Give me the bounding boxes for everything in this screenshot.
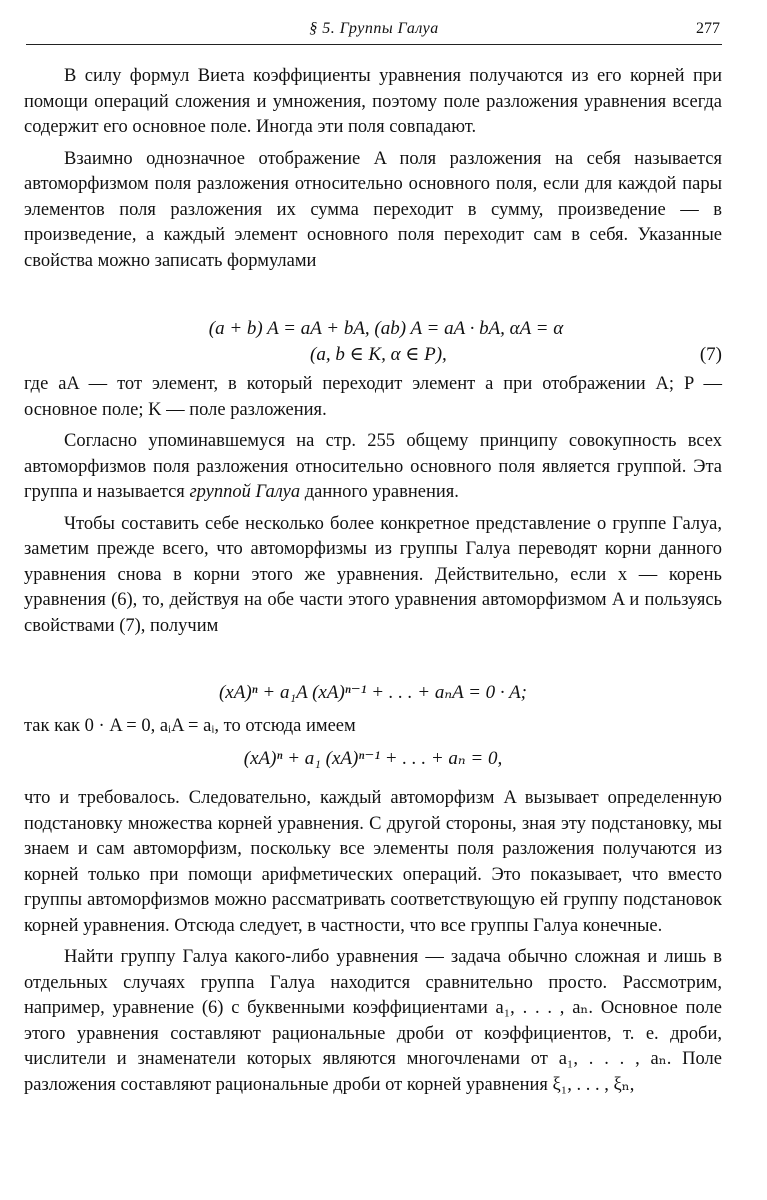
formula-7-line-2-row: [24, 342, 722, 368]
page-number: 277: [696, 20, 720, 37]
galois-group-term: группой Галуа: [189, 482, 301, 502]
equation-number-7: (7): [699, 343, 722, 365]
paragraph-roots-mapping: Чтобы составить себе несколько более конкретное представление о группе Галуа, заметим прежде всего, что автоморфизмы из группы Галуа переводят корни данного уравнения снова в корни этого же уравнения. Действительно, если x — корень уравнения (6), то, действуя на обе части этого уравнения автоморфизмом A и пользуясь свойствами (7), получим: [24, 513, 722, 636]
formula-7-line-1: (a + b) A = aA + bA, (ab) A = aA · bA, αA = α: [208, 318, 564, 339]
galois-text-2: данного уравнения.: [300, 482, 459, 502]
paragraph-since: так как 0 · A = 0, aᵢA = aᵢ, то отсюда имеем: [24, 716, 356, 736]
paragraph-galois-group: [24, 429, 722, 506]
formula-a: (xA)ⁿ + a₁A (xA)ⁿ⁻¹ + . . . + aₙA = 0 · A;: [218, 682, 528, 703]
text-block-1: [24, 64, 722, 280]
formula-7-block: [24, 316, 722, 368]
paragraph-notation: где aA — тот элемент, в который переходит элемент a при отображении A; P — основное поле; K — поле разложения.: [24, 374, 722, 420]
paragraph-substitution: что и требовалось. Следовательно, каждый автоморфизм A вызывает определенную подстановку множества корней уравнения. С другой стороны, зная эту подстановку, мы знаем и сам автоморфизм, поскольку все элементы поля разложения получаются из корней только при помощи арифметических операций. Это показывает, что вместо группы автоморфизмов можно рассматривать соответствующую ей группу подстановок корней уравнения. Отсюда следует, в частности, что все группы Галуа конечные.: [24, 788, 722, 936]
text-block-2: [24, 372, 722, 645]
section-title: § 5. Группы Галуа: [309, 20, 439, 37]
paragraph-vieta: В силу формул Виета коэффициенты уравнения получаются из его корней при помощи операций сложения и умножения, поэтому поле разложения уравнения всегда содержит его основное поле. Иногда эти поля совпадают.: [24, 66, 722, 137]
text-block-4: [24, 786, 722, 1104]
paragraph-automorphism-definition: Взаимно однозначное отображение A поля разложения на себя называется автоморфизмом поля разложения относительно основного поля, если для каждой пары элементов поля разложения их сумма переходит в сумму, произведение — в произведение, а каждый элемент основного поля переходит сам в себя. Указанные свойства можно записать формулами: [24, 148, 722, 271]
paragraph-finding-group: Найти группу Галуа какого-либо уравнения — задача обычно сложная и лишь в отдельных случаях группа Галуа находится сравнительно просто. Рассмотрим, например, уравнение (6) с буквенными коэффициентами a₁, . . . , aₙ. Основное поле этого уравнения составляют рациональные дроби от коэффициентов, т. е. дроби, числители и знаменатели которых являются многочленами от a₁, . . . , aₙ. Поле разложения составляют рациональные дроби от корней уравнения ξ₁, . . . , ξₙ,: [24, 947, 722, 1095]
formula-a-block: [24, 680, 722, 706]
galois-text-1: Согласно упоминавшемуся на стр. 255 общему принципу совокупность всех автоморфизмов поля разложения относительно основного поля является группой. Эта группа и называется: [24, 431, 722, 502]
formula-b-block: [24, 746, 722, 772]
text-block-3: [24, 714, 722, 746]
running-header: [26, 14, 722, 45]
formula-7-line-2: (a, b ∈ K, α ∈ P),: [310, 343, 447, 365]
formula-b: (xA)ⁿ + a₁ (xA)ⁿ⁻¹ + . . . + aₙ = 0,: [243, 748, 503, 769]
